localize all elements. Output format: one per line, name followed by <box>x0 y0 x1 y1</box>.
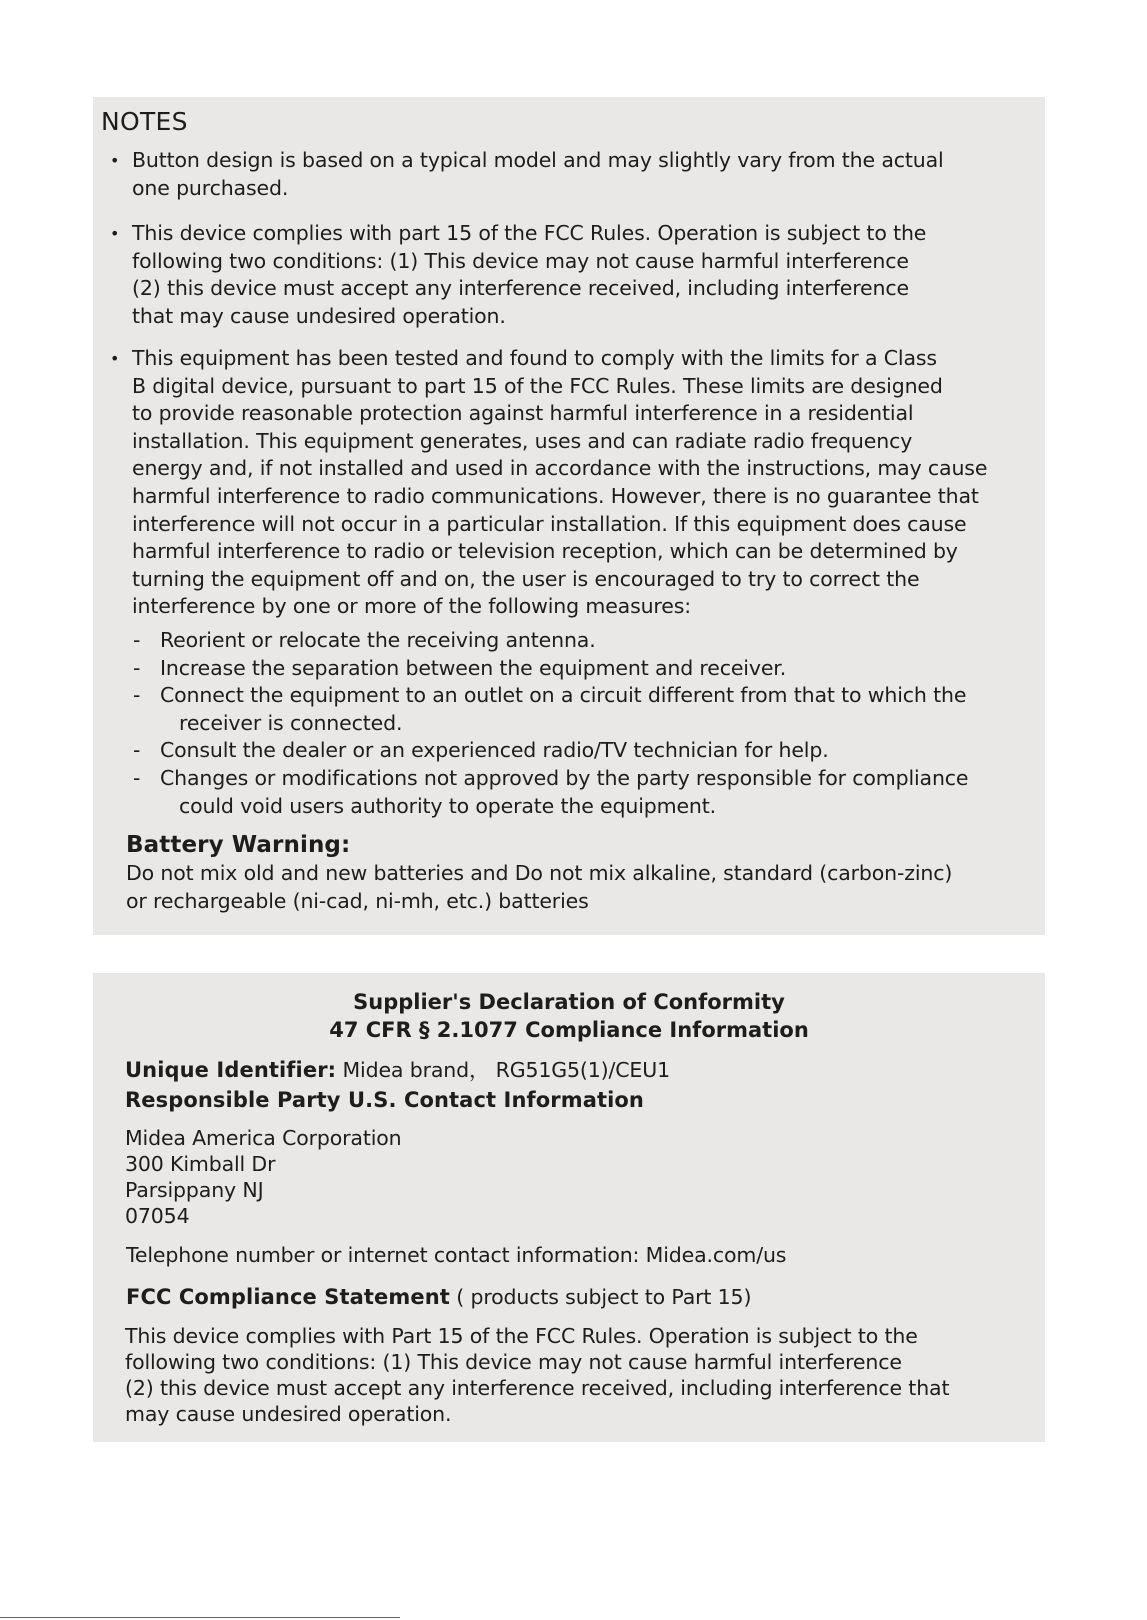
bullet-3-line-5: energy and, if not installed and used in accordance with the instructions, may cause <box>132 456 988 481</box>
bullet-2-line-1: This device complies with part 15 of the FCC Rules. Operation is subject to the <box>132 221 927 245</box>
measure-1-line-1: Reorient or relocate the receiving antenna. <box>160 628 596 652</box>
address-line-4: 07054 <box>125 1204 190 1228</box>
unique-identifier-value: Midea brand， RG51G5(1)/CEU1 <box>336 1058 670 1082</box>
bullet-dot-icon: • <box>110 224 120 243</box>
address-line-2: 300 Kimball Dr <box>125 1152 276 1176</box>
measure-3-line-1: Connect the equipment to an outlet on a circuit different from that to which the <box>160 683 967 708</box>
unique-identifier <box>125 1057 670 1085</box>
fcc-statement-line-2: following two conditions: (1) This device may not cause harmful interference <box>125 1350 902 1374</box>
battery-warning-heading: Battery Warning: <box>126 832 351 858</box>
fcc-statement-label: FCC Compliance Statement <box>126 1285 450 1309</box>
bullet-3-line-3: to provide reasonable protection against harmful interference in a residential <box>132 401 914 426</box>
bullet-3-line-6: harmful interference to radio communications. However, there is no guarantee that <box>132 484 979 508</box>
bullet-3-line-9: turning the equipment off and on, the user is encouraged to try to correct the <box>132 566 920 591</box>
bullet-2-line-3: (2) this device must accept any interference received, including interference <box>132 276 909 301</box>
sdoc-title: Supplier's Declaration of Conformity <box>353 990 785 1014</box>
bullet-3-line-10: interference by one or more of the following measures: <box>132 594 692 619</box>
sdoc-subtitle: 47 CFR § 2.1077 Compliance Information <box>329 1018 809 1042</box>
fcc-statement-line-4: may cause undesired operation. <box>125 1402 452 1426</box>
unique-identifier-label: Unique Identifier: <box>125 1058 337 1082</box>
battery-warning-line-2: or rechargeable (ni-cad, ni-mh, etc.) batteries <box>126 888 589 913</box>
bullet-3-line-7: interference will not occur in a particular installation. If this equipment does cause <box>132 511 967 536</box>
fcc-statement-note: ( products subject to Part 15) <box>449 1285 752 1309</box>
dash-icon: - <box>133 738 141 763</box>
notes-section <box>93 97 1045 935</box>
sdoc-section <box>93 973 1045 1442</box>
fcc-statement-line-1: This device complies with Part 15 of the FCC Rules. Operation is subject to the <box>125 1324 918 1348</box>
measure-5-line-1: Changes or modifications not approved by the party responsible for compliance <box>160 766 969 790</box>
bullet-dot-icon: • <box>110 349 120 368</box>
bullet-dot-icon: • <box>110 151 120 170</box>
address-line-1: Midea America Corporation <box>125 1126 402 1150</box>
address-line-3: Parsippany NJ <box>125 1178 264 1202</box>
fcc-statement-heading <box>126 1284 751 1312</box>
dash-icon: - <box>133 628 141 652</box>
bullet-2-line-2: following two conditions: (1) This device may not cause harmful interference <box>132 248 909 273</box>
footer-rule-divider <box>0 1617 400 1618</box>
battery-warning-line-1: Do not mix old and new batteries and Do not mix alkaline, standard (carbon-zinc) <box>126 861 953 885</box>
measure-3-line-2: receiver is connected. <box>179 710 403 735</box>
measure-5-line-2: could void users authority to operate the equipment. <box>179 793 717 818</box>
responsible-party-heading: Responsible Party U.S. Contact Information <box>125 1088 644 1112</box>
bullet-3-line-2: B digital device, pursuant to part 15 of the FCC Rules. These limits are designed <box>132 373 943 398</box>
dash-icon: - <box>133 766 141 790</box>
bullet-3-line-1: This equipment has been tested and found to comply with the limits for a Class <box>132 346 937 370</box>
telephone-line: Telephone number or internet contact information: Midea.com/us <box>126 1243 787 1267</box>
dash-icon: - <box>133 683 141 708</box>
bullet-3-line-8: harmful interference to radio or television reception, which can be determined by <box>132 539 958 564</box>
measure-4-line-1: Consult the dealer or an experienced radio/TV technician for help. <box>160 738 829 763</box>
bullet-2-line-4: that may cause undesired operation. <box>132 303 506 328</box>
bullet-3-line-4: installation. This equipment generates, uses and can radiate radio frequency <box>132 428 913 453</box>
bullet-1-line-1: Button design is based on a typical model and may slightly vary from the actual <box>132 148 944 172</box>
fcc-statement-line-3: (2) this device must accept any interference received, including interference that <box>125 1376 950 1400</box>
measure-2-line-1: Increase the separation between the equipment and receiver. <box>160 655 787 680</box>
dash-icon: - <box>133 655 141 680</box>
bullet-1-line-2: one purchased. <box>132 175 289 200</box>
notes-title: NOTES <box>101 107 188 136</box>
